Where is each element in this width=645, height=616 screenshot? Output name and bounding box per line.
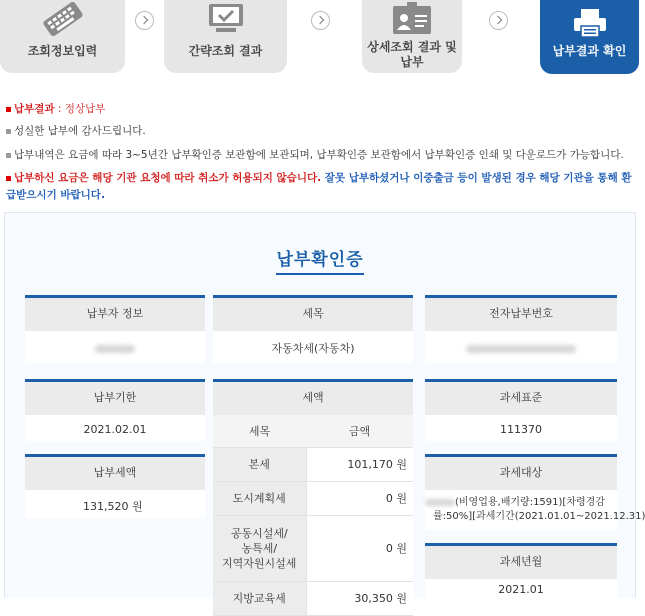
tax-target-box [425,454,645,530]
row-item-line2: 농특세/ [241,541,278,555]
notice-thanks [6,122,146,141]
cancel-warning-text: 납부하신 요금은 해당 기관 요청에 따라 취소가 허용되지 않습니다. [14,172,322,184]
bullet-icon [6,107,11,112]
monitor-icon [206,2,246,36]
certificate-title: 납부확인증 [5,245,635,275]
tax-base-header: 과세표준 [425,379,617,415]
paid-amount-header: 납부세액 [25,454,205,490]
row-item: 본세 [213,447,306,481]
tax-item-header: 세목 [213,295,413,331]
step-label: 조회정보입력 [27,44,98,58]
row-item: 도시계획세 [213,481,306,515]
step-input-info [0,0,125,73]
tax-target-line1: (비영업용,배기량:1591)[차령경감 [425,496,617,510]
payer-info-header: 납부자 정보 [25,295,205,331]
refund-text-cont: 급받으시기 바랍니다. [6,189,105,201]
paid-amount-box [25,454,205,518]
chevron-right-icon [311,11,330,30]
tax-target-line2: 률:50%][과세기간(2021.01.01~2021.12.31) [433,511,645,522]
due-date-box [25,379,205,441]
due-date-header: 납부기한 [25,379,205,415]
row-amount: 0 원 [306,481,413,515]
tax-amount-box [213,379,413,605]
notice-storage [6,146,624,165]
refund-text: 잘못 납부하셨거나 이중출금 등이 발생된 경우 해당 기관을 통해 환 [321,172,632,184]
paid-amount-value: 131,520 원 [83,500,143,513]
due-date-value: 2021.02.01 [83,423,147,436]
table-row [213,515,413,581]
keyboard-icon [40,2,86,36]
notice-result [6,100,105,119]
chevron-right-icon [135,11,154,30]
e-payment-number-value [425,331,617,356]
e-payment-number-box [425,295,617,363]
step-payment-result [540,0,639,74]
row-item-line1: 공동시설세/ [230,526,288,540]
step-label: 간략조회 결과 [188,44,263,58]
table-header-row [213,415,413,447]
bullet-icon [6,176,11,181]
col-amount-header: 금액 [306,415,413,447]
step-detail-payment [362,0,462,73]
bullet-icon [6,129,11,134]
step-label: 납부결과 확인 [552,44,627,58]
id-card-icon [391,2,433,38]
step-label-line1: 상세조회 결과 및 [367,40,457,54]
step-brief-result [164,0,287,73]
progress-steps [0,0,640,84]
printer-icon [572,8,608,38]
result-separator: : [54,103,65,115]
bullet-icon [6,153,11,158]
row-item-line3: 지역자원시설세 [222,556,297,570]
table-row [213,581,413,615]
tax-year-value: 2021.01 [498,583,544,596]
e-payment-number-header: 전자납부번호 [425,295,617,331]
storage-text: 납부내역은 요금에 따라 3~5년간 납부확인증 보관함에 보관되며, 납부확인증 보관함에서 납부확인증 인쇄 및 다운로드가 가능합니다. [14,149,624,161]
notice-refund-cont [6,186,105,205]
row-item [213,515,306,581]
tax-year-box [425,543,617,599]
row-amount: 30,350 원 [306,581,413,615]
tax-amount-table [213,415,413,616]
row-item: 지방교육세 [213,581,306,615]
row-amount: 0 원 [306,515,413,581]
table-row [213,447,413,481]
chevron-right-icon [489,11,508,30]
thanks-text: 성실한 납부에 감사드립니다. [14,125,146,137]
result-label: 납부결과 [14,103,55,115]
step-label-line2: 납부 [400,55,424,69]
col-item-header: 세목 [213,415,306,447]
payer-info-box [25,295,205,363]
tax-target-header: 과세대상 [425,454,617,490]
result-value: 정상납부 [64,103,106,115]
tax-item-value: 자동차세(자동차) [271,342,355,355]
payment-certificate [4,212,645,605]
tax-amount-header: 세액 [213,379,413,415]
tax-base-value: 111370 [500,423,542,436]
table-row [213,481,413,515]
payer-info-value [25,331,205,356]
tax-item-box [213,295,413,363]
tax-base-box [425,379,617,441]
tax-target-value [425,490,645,524]
tax-year-header: 과세년월 [425,543,617,579]
row-amount: 101,170 원 [306,447,413,481]
